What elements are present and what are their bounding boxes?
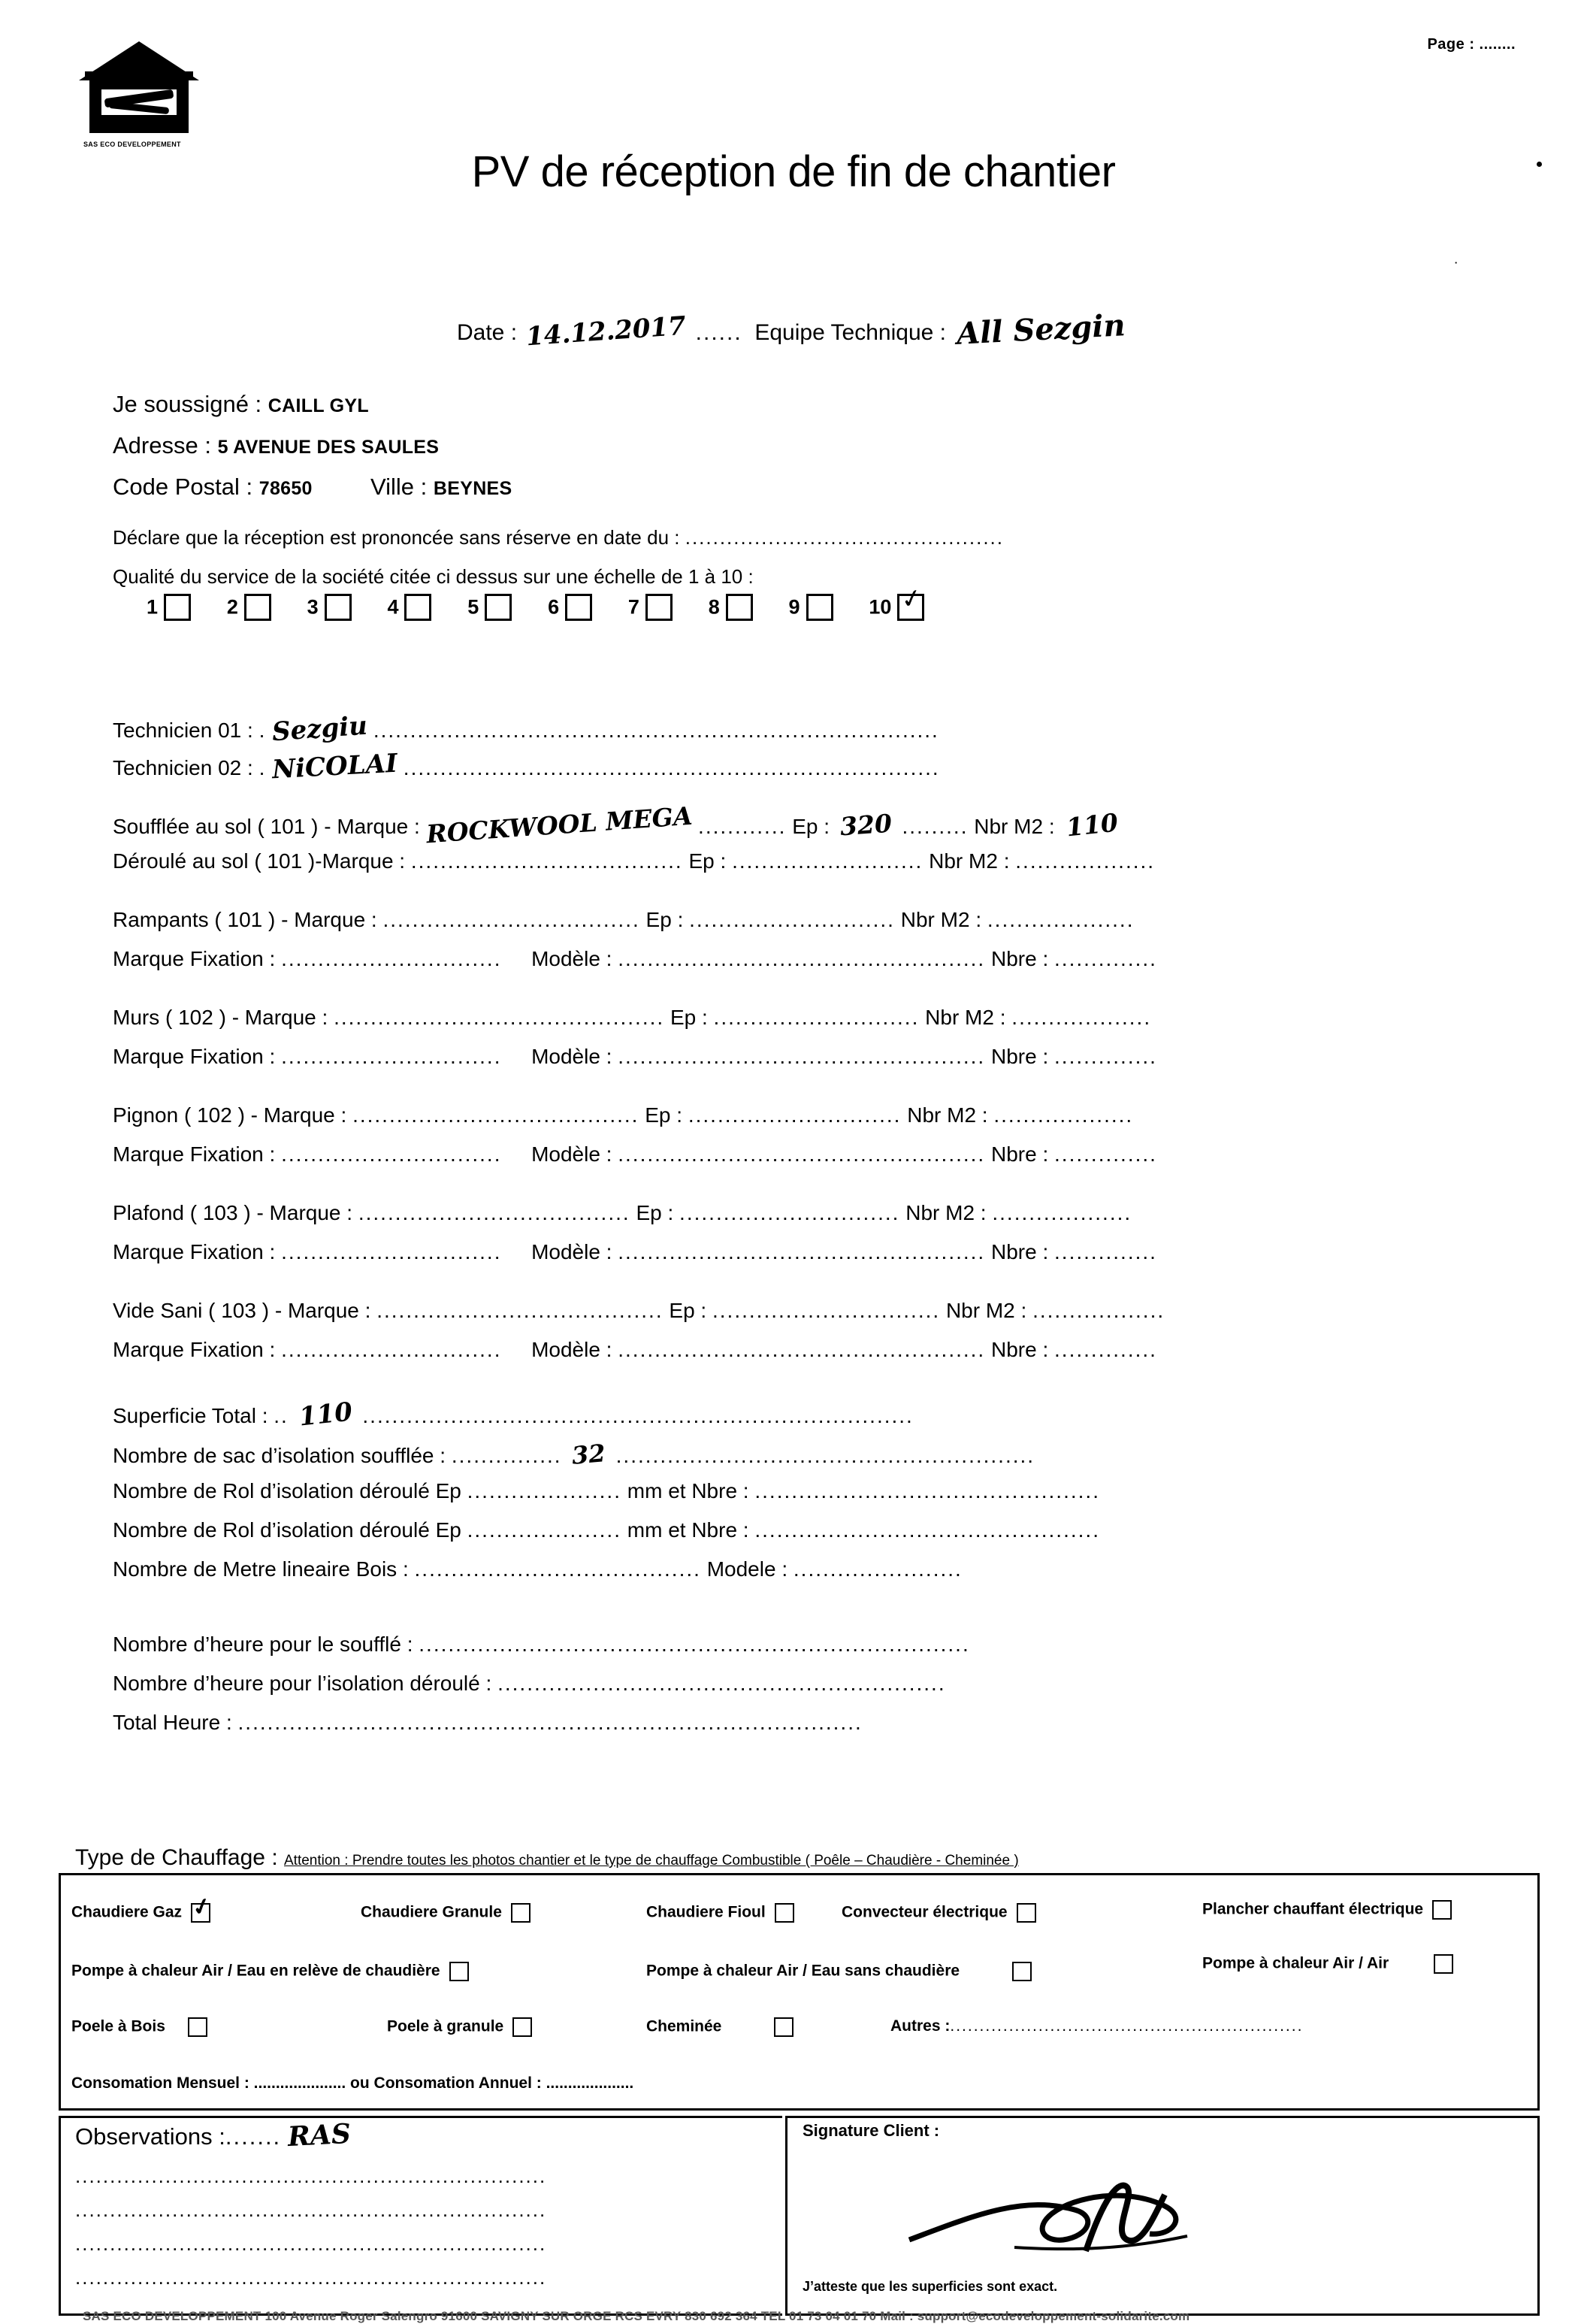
modele-label: Modèle : [531, 1045, 612, 1068]
checkbox [1017, 1903, 1036, 1923]
code-postal-value: 78650 [258, 478, 313, 499]
signature-label: Signature Client : [803, 2121, 940, 2140]
modele-label: Modèle : [531, 947, 612, 970]
checkbox [1432, 1900, 1452, 1920]
observations-label: Observations : [75, 2123, 225, 2150]
vide-sani-nbr-label: Nbr M2 : [945, 1299, 1027, 1322]
rating-option-2[interactable]: 2 [227, 594, 271, 621]
nbre-label: Nbre : [991, 1240, 1049, 1263]
rating-checkbox [244, 594, 271, 621]
heating-option-autres[interactable]: Autres :............................................................ [890, 2017, 1304, 2035]
technicien-01-value: Sezgiu [271, 710, 369, 748]
heating-option-cheminee[interactable]: Cheminée [646, 2017, 794, 2037]
declaration-text: Déclare que la réception est prononcée sans réserve en date du : [113, 526, 680, 549]
house-icon [79, 41, 199, 139]
heating-title: Type de Chauffage : [75, 1845, 278, 1870]
ville-value: BEYNES [433, 478, 512, 499]
sacs-label: Nombre de sac d’isolation soufflée : [113, 1444, 446, 1467]
heating-option-plancher-chauffant[interactable]: Plancher chauffant électrique [1202, 1900, 1452, 1920]
heating-option-convecteur-electrique[interactable]: Convecteur électrique [842, 1903, 1036, 1923]
equipe-label: Equipe Technique : [754, 320, 946, 345]
modele-label: Modèle : [531, 1240, 612, 1263]
sacs-row: Nombre de sac d’isolation soufflée : ............... 32 ......................................................... [113, 1439, 1035, 1470]
murs-ep-label: Ep : [670, 1006, 708, 1029]
superficie-value: 110 [297, 1397, 354, 1433]
vide-sani-fixation-row: Marque Fixation : .............................. Modèle : .................................................. Nbre : .............. [113, 1338, 1157, 1361]
bois-modele-label: Modele : [706, 1557, 788, 1581]
checkbox-checked: ✓ [189, 1892, 215, 1923]
decorative-dot [1537, 162, 1542, 167]
heures-deroule-label: Nombre d’heure pour l’isolation déroulé : [113, 1672, 492, 1695]
rampants-fixation-row: Marque Fixation : .............................. Modèle : .................................................. Nbre : .............. [113, 947, 1157, 970]
rating-checkbox [485, 594, 512, 621]
heating-option-pac-air-air[interactable]: Pompe à chaleur Air / Air [1202, 1954, 1453, 1974]
heures-soufflé-label: Nombre d’heure pour le soufflé : [113, 1633, 413, 1656]
soufflee-row: Soufflée au sol ( 101 ) - Marque : ROCKWOOL MEGA ............ Ep : 320 ......... Nbr M2 : 110 [113, 810, 1124, 840]
plafond-fixation-row: Marque Fixation : .............................. Modèle : .................................................. Nbre : .............. [113, 1240, 1157, 1263]
observations-row: Observations :....... RAS [75, 2117, 352, 2153]
plafond-ep-label: Ep : [636, 1201, 674, 1224]
soufflee-marque-value: ROCKWOOL MEGA [425, 800, 694, 849]
rating-checkbox [806, 594, 833, 621]
soufflee-nbr-label: Nbr M2 : [974, 815, 1055, 838]
vide-sani-ep-label: Ep : [669, 1299, 707, 1322]
nbre-label: Nbre : [991, 1045, 1049, 1068]
checkbox [1434, 1954, 1453, 1974]
checkbox [774, 2017, 794, 2037]
checkbox [449, 1962, 469, 1981]
checkbox [1012, 1962, 1032, 1981]
soufflee-label: Soufflée au sol ( 101 ) - Marque : [113, 815, 420, 838]
pignon-ep-label: Ep : [645, 1103, 683, 1127]
heating-option-pac-air-eau-sans[interactable]: Pompe à chaleur Air / Eau sans chaudière [646, 1962, 1032, 1981]
signature-ink [902, 2165, 1247, 2270]
adresse-value: 5 AVENUE DES SAULES [217, 437, 440, 458]
rating-checkbox [325, 594, 352, 621]
nbre-label: Nbre : [991, 1338, 1049, 1361]
rating-checkbox [164, 594, 191, 621]
technicien-02-row: Technicien 02 : . NiCOLAI ......................................................................... [113, 748, 940, 785]
heating-option-chaudiere-granule[interactable]: Chaudiere Granule [361, 1903, 531, 1923]
rating-option-6[interactable]: 6 [548, 594, 592, 621]
rampants-label: Rampants ( 101 ) - Marque : [113, 908, 377, 931]
murs-fixation-row: Marque Fixation : .............................. Modèle : .................................................. Nbre : .............. [113, 1045, 1157, 1068]
vide-sani-label: Vide Sani ( 103 ) - Marque : [113, 1299, 371, 1322]
soussigne-value: CAILL GYL [268, 395, 369, 416]
deroule-label: Déroulé au sol ( 101 )-Marque : [113, 849, 406, 873]
rampants-ep-label: Ep : [645, 908, 684, 931]
technicien-02-label: Technicien 02 : [113, 756, 253, 779]
date-line: Date : 14.12.2017 ...... Equipe Technique : All Sezgin [0, 312, 1587, 347]
observations-value: RAS [286, 2117, 352, 2153]
heating-option-pac-air-eau-releve[interactable]: Pompe à chaleur Air / Eau en relève de chaudière [71, 1962, 469, 1981]
soussigne-label: Je soussigné : [113, 391, 262, 417]
logo-caption: SAS ECO DEVELOPPEMENT [83, 141, 181, 148]
consommation-row: Consomation Mensuel : ..................... ou Consomation Annuel : .................... [71, 2074, 634, 2092]
heating-option-poele-granule[interactable]: Poele à granule [387, 2017, 532, 2037]
rating-checkbox [726, 594, 753, 621]
fixation-label: Marque Fixation : [113, 1338, 276, 1361]
rol-label: Nombre de Rol d’isolation déroulé Ep [113, 1479, 461, 1502]
technicien-02-value: NiCOLAI [271, 748, 398, 785]
plafond-row: Plafond ( 103 ) - Marque : ..................................... Ep : .............................. Nbr M2 : ................... [113, 1201, 1132, 1224]
fixation-label: Marque Fixation : [113, 1240, 276, 1263]
pignon-label: Pignon ( 102 ) - Marque : [113, 1103, 347, 1127]
deroule-row: Déroulé au sol ( 101 )-Marque : ..................................... Ep : .......................... Nbr M2 : ................... [113, 849, 1156, 873]
heating-option-chaudiere-gaz[interactable]: Chaudiere Gaz ✓ [71, 1892, 215, 1923]
rating-option-10[interactable]: 10 ✓ [869, 594, 924, 621]
pignon-row: Pignon ( 102 ) - Marque : ....................................... Ep : ............................. Nbr M2 : ................... [113, 1103, 1134, 1127]
rol-mid-label: mm et Nbre : [627, 1518, 749, 1542]
rol-label: Nombre de Rol d’isolation déroulé Ep [113, 1518, 461, 1542]
observations-dots: .................................................................... [75, 2165, 547, 2187]
rating-checkbox [404, 594, 431, 621]
codepostal-row [113, 474, 512, 501]
page-title: PV de réception de fin de chantier [471, 147, 1116, 196]
rampants-row: Rampants ( 101 ) - Marque : ................................... Ep : ............................ Nbr M2 : .................... [113, 908, 1135, 931]
check-icon: ✓ [898, 582, 926, 616]
murs-label: Murs ( 102 ) - Marque : [113, 1006, 328, 1029]
adresse-label: Adresse : [113, 432, 211, 458]
rol-row-2: Nombre de Rol d’isolation déroulé Ep ..................... mm et Nbre : ............................................... [113, 1518, 1100, 1542]
date-value: 14.12.2017 [525, 310, 688, 353]
checkbox [511, 1903, 531, 1923]
technicien-01-label: Technicien 01 : [113, 719, 253, 742]
rating-option-9[interactable]: 9 [789, 594, 833, 621]
soussigne-row [113, 391, 369, 418]
deroule-nbr-label: Nbr M2 : [929, 849, 1010, 873]
modele-label: Modèle : [531, 1338, 612, 1361]
murs-nbr-label: Nbr M2 : [925, 1006, 1006, 1029]
code-postal-label: Code Postal : [113, 474, 253, 500]
nbre-label: Nbre : [991, 1142, 1049, 1166]
rating-checkbox [645, 594, 673, 621]
heures-deroule-row: Nombre d’heure pour l’isolation déroulé : ............................................................. [113, 1672, 946, 1695]
rating-option-8[interactable]: 8 [709, 594, 753, 621]
heating-title-row [75, 1845, 1019, 1871]
rating-option-5[interactable]: 5 [467, 594, 512, 621]
pignon-nbr-label: Nbr M2 : [907, 1103, 988, 1127]
page-number-label: Page : ........ [1427, 36, 1516, 53]
nbre-label: Nbre : [991, 947, 1049, 970]
soufflee-nbr-value: 110 [1065, 807, 1120, 843]
signature-footer: J’atteste que les superficies sont exact. [803, 2279, 1058, 2294]
rampants-nbr-label: Nbr M2 : [900, 908, 982, 931]
page-footer: SAS ECO DEVELOPPEMENT 100 Avenue Roger Salengro 91600 SAVIGNY SUR ORGE RCS EVRY 830 692 364 TEL 01 73 04 01 70 Mail : support@ecodeveloppement-solidarite.com [83, 2309, 1190, 2323]
rating-option-1[interactable]: 1 [147, 594, 191, 621]
vide-sani-row: Vide Sani ( 103 ) - Marque : ....................................... Ep : ............................... Nbr M2 : .................. [113, 1299, 1165, 1322]
declaration-dots: .............................................. [685, 526, 1005, 549]
rating-option-4[interactable]: 4 [387, 594, 431, 621]
fixation-label: Marque Fixation : [113, 1045, 276, 1068]
sacs-value: 32 [570, 1439, 607, 1470]
heating-option-poele-bois[interactable]: Poele à Bois [71, 2017, 207, 2037]
pignon-fixation-row: Marque Fixation : .............................. Modèle : .................................................. Nbre : .............. [113, 1142, 1157, 1166]
checkbox [512, 2017, 532, 2037]
superficie-label: Superficie Total : [113, 1404, 268, 1427]
total-heure-label: Total Heure : [113, 1711, 232, 1734]
rating-option-3[interactable]: 3 [307, 594, 352, 621]
deroule-ep-label: Ep : [688, 849, 727, 873]
fixation-label: Marque Fixation : [113, 1142, 276, 1166]
date-label: Date : [456, 320, 518, 345]
rating-option-7[interactable]: 7 [628, 594, 673, 621]
rol-row-1: Nombre de Rol d’isolation déroulé Ep ..................... mm et Nbre : ............................................... [113, 1479, 1100, 1502]
soufflee-ep-label: Ep : [792, 815, 830, 838]
decorative-tick: ˙ [1454, 259, 1460, 278]
equipe-value: All Sezgin [956, 307, 1127, 352]
observations-dots: .................................................................... [75, 2232, 547, 2255]
bois-row: Nombre de Metre lineaire Bois : ....................................... Modele : ....................... [113, 1557, 963, 1581]
total-heure-row: Total Heure : ..................................................................................... [113, 1711, 863, 1734]
fixation-label: Marque Fixation : [113, 947, 276, 970]
checkbox [775, 1903, 794, 1923]
plafond-nbr-label: Nbr M2 : [905, 1201, 987, 1224]
plafond-label: Plafond ( 103 ) - Marque : [113, 1201, 353, 1224]
modele-label: Modèle : [531, 1142, 612, 1166]
heating-note: Attention : Prendre toutes les photos chantier et le type de chauffage Combustible ( Poêle – Chaudière - Cheminée ) [284, 1853, 1019, 1869]
adresse-row [113, 432, 439, 459]
qualite-text: Qualité du service de la société citée ci dessus sur une échelle de 1 à 10 : [113, 565, 754, 588]
soufflee-ep-value: 320 [839, 808, 893, 842]
checkbox [188, 2017, 207, 2037]
declaration-row [113, 526, 1004, 549]
observations-dots: .................................................................... [75, 2198, 547, 2221]
rating-checkbox [565, 594, 592, 621]
rol-mid-label: mm et Nbre : [627, 1479, 749, 1502]
heures-soufflé-row: Nombre d’heure pour le soufflé : ........................................................................... [113, 1633, 970, 1656]
superficie-total-row: Superficie Total : .. 110 ........................................................................... [113, 1397, 914, 1433]
bois-label: Nombre de Metre lineaire Bois : [113, 1557, 409, 1581]
heating-option-chaudiere-fioul[interactable]: Chaudiere Fioul [646, 1903, 794, 1923]
murs-row: Murs ( 102 ) - Marque : ............................................. Ep : ............................ Nbr M2 : ................... [113, 1006, 1152, 1029]
technicien-01-row: Technicien 01 : . Sezgiu ............................................................................. [113, 710, 939, 748]
observations-dots: .................................................................... [75, 2266, 547, 2289]
ville-label: Ville : [370, 474, 428, 500]
rating-scale [147, 582, 954, 621]
